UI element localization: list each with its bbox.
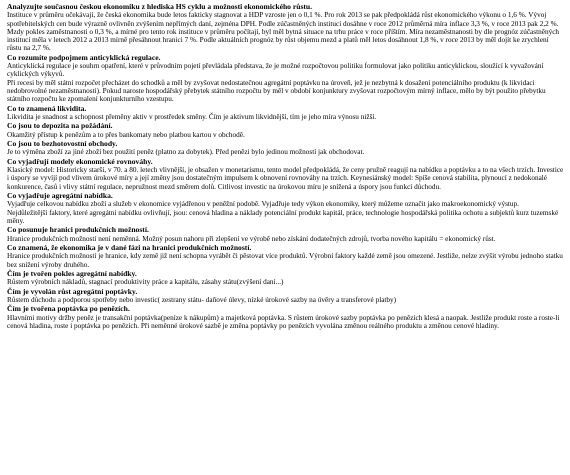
qa-section [7,270,564,287]
answer-paragraph: Hlavními motivy držby peněz je transakční poptávka(peníze k nákupům) a majetková poptávka. S růstem úrokové sazby poptávka po penězích klesá a naopak. Jestliže produkt roste a roste-li cenová hladina, roste i poptávka po penězích. Při neměnné úrokové sazbě je změna poptávky po penězích vyvolána změnou reálného produktu a změnou cenové hladiny. [7,313,560,331]
answer-paragraph: Vyjadřuje celkovou nabídku zboží a služeb v ekonomice vyjádřenou v peněžní podobě. Vyjadřuje tedy výkon ekonomiky, který můžeme označit jako makroekonomický výstup. [7,200,519,209]
answer-paragraph: Při recesi by měl státní rozpočet přecházet do schodků a měl by zvyšovat nedostatečnou agregátní poptávku na úroveň, jež je nezbytná k dosažení potenciálního produktu (k likvidaci nedobrovolné nezaměstnanosti). Pokud naroste hospodářský přebytek státního rozpočtu by měl v období konjunktury zvyšovat rozpočtovým mírný inflace, mělo by být použito přebytku státního rozpočtu ke zpomalení konjunkturního vzestupu. [7,78,546,104]
answer-paragraph: Klasický model: Historicky starší, v 70. a 80. letech vlivnější, je obsažen v monetarismu, tento model předpokládá, že ceny pružně reagují na nabídku a poptávku a to na všech trzích. Investice i úspory se vyvíjí pod vlivem úrokové míry a její změny jsou dostatečným impulsem k obnovení rovnováhy na trzích. Keynesiánský model: Spíše cenová stabilita, plynoucí z nedokonalé konkurence, časů i vlivy státní regulace, nepružnost mezd směrem dolů. Citlivost investic na úrokovou míru je snížená a úspory jsou funkcí důchodu. [7,166,564,191]
answer-paragraph: Růstem výrobních nákladů, stagnací produktivity práce a kapitálu, zásahy státu(zvýšení daní...) [7,278,284,287]
answer-paragraph: Nejdůležitější faktory, které agregátní nabídku ovlivňují, jsou: cenová hladina a náklady potenciální produkt kapitál, práce, technologie hospodářská politika ochotu a subjektů kurz tuzemské měny. [7,208,559,225]
question-heading: Co jsou to depozita na požádání. [7,121,113,131]
qa-section [7,105,564,122]
answer-paragraph: Instituce v průměru očekávají, že česká ekonomika bude letos fakticky stagnovat a HDP vzroste jen o 0,1 %. Pro rok 2013 se pak předpokládá růst ekonomického výkonu o 1,6 %. Vývoj spotřebitelských cen bude výrazně ovlivněn zvýšením nepřímých daní, zejména DPH. Podle zúčastněných institucí dosáhne v roce 2012 průměrná míra inflace 3,3 %, v roce 2013 pak 2,2 %. Mzdy pokles zaměstnanosti o 0,3 %, a mírné pro tento rok instituce v průměru počítají, byl měl bytná situace na trhu práce v roce příštím. Míra nezaměstnanosti by dle prognóz zúčastněných institucí měla v letech 2012 a 2013 mírně přesáhnout hranici 7 %. Podle aktuálních prognóz by růst objemu mezd a platů měl letos dosáhnout 1,8 %, v roce 2013 by měl dojít ke zrychlení růstu na 2,7 %. [7,11,560,53]
question-heading: Co jsou to bezhotovostní obchody. [7,139,118,149]
question-heading: Čím je tvořen pokles agregátní nabídky. [7,269,137,279]
qa-section [7,192,564,225]
qa-section [7,288,564,305]
question-heading: Co to znamená likvidita. [7,103,87,113]
question-heading: Čím je tvořena poptávka po penězích. [7,304,130,314]
qa-section [7,140,564,157]
qa-section [7,3,564,53]
question-heading: Co vyjadřuje agregátní nabídka. [7,191,113,201]
question-heading: Analyzujte současnou českou ekonomiku z hlediska HS cyklu a možnosti ekonomického růstu. [7,2,313,11]
qa-section [7,122,564,139]
answer-paragraph: Okamžitý přístup k penězům a to přes bankomaty nebo platbou kartou v obchodě. [7,130,245,139]
qa-section [7,244,564,269]
answer-paragraph: Růstem důchodu a podporou spotřeby nebo investic( zestrany státu- daňové úlevy, nízké úrokové sazby na úvěry a transferové platby) [7,296,397,305]
answer-paragraph: Hranice produkčních možností není neměnná. Možný posun nahoru při zlepšení ve výrobě nebo získání dodatečných zdrojů, tvorba nového kapitálu = ekonomický růst. [7,234,496,243]
answer-paragraph: Anticyklická regulace je souhrn opatření, které v průvodním pojetí převládala představa, že je možné rozpočtovou politiku formulovat jako politiku anticyklickou, sloužící k vyvažování cyklických výkyvů. [7,62,544,79]
question-heading: Co posunuje hranici produkčních možností. [7,225,149,235]
question-heading: Čím je vyvolán růst agregátní poptávky. [7,286,138,296]
qa-section [7,54,564,104]
answer-paragraph: Likvidita je snadnost a schopnost přeměny aktiv v prostředek směny. Čím je aktivum likvidnější, tím je jeho míra výnosu nižší. [7,113,377,122]
qa-section [7,226,564,243]
qa-section [7,305,564,330]
answer-paragraph: Hranice produkčních možností je hranice, kdy země již není schopna vyrábět či pěstovat více produktů. Výrobní faktory každé země jsou omezené. Jestliže, nelze zvýšit výrobu jednoho statku bez snížení výroby druhého. [7,252,563,269]
question-heading: Co vyjadřují modely ekonomické rovnováhy. [7,156,153,166]
question-heading: Co rozumíte podpojmem anticyklická regulace. [7,52,161,62]
answer-paragraph: Je to výměna zboží za jiné zboží bez použití peněz (platno za dobytek). Před penězi bylo jedinou možností jak obchodovat. [7,148,365,157]
question-heading: Co znamená, že ekonomika je v dané fázi na hranici produkčních možností. [7,243,252,253]
qa-section [7,158,564,191]
